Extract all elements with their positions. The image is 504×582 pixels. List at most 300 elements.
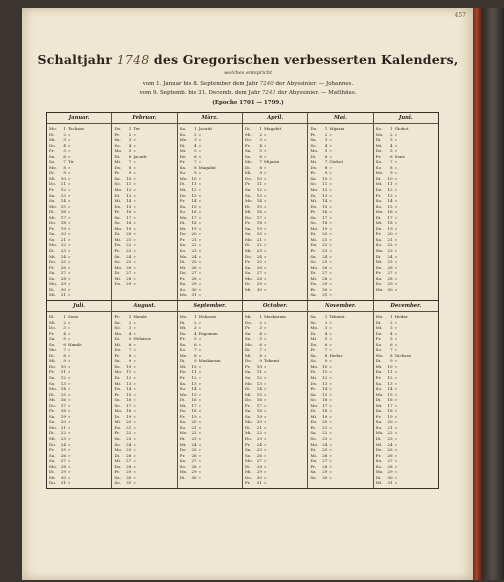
month-column: [243, 113, 308, 300]
day-number: 19: [256, 413, 262, 419]
abyssinian-entry: »: [263, 402, 267, 408]
day-number: 14: [387, 198, 393, 204]
day-number: 23: [191, 435, 197, 441]
weekday-label: Fr.: [244, 181, 251, 187]
day-number: 18: [126, 220, 132, 226]
day-number: 9: [324, 170, 328, 176]
day-number: 1: [194, 126, 197, 131]
day-number: 8: [194, 352, 197, 358]
weekday-label: Sa.: [114, 397, 121, 403]
day-number: 5: [194, 336, 197, 342]
weekday-label: Di.: [49, 209, 55, 215]
weekday-label: Fr.: [49, 187, 55, 193]
abyssinian-entry: »: [329, 336, 332, 342]
day-number: 7: [324, 159, 328, 165]
weekday-label: Fr.: [310, 209, 316, 215]
abyssinian-entry: »: [263, 397, 267, 403]
month-column: [112, 113, 177, 300]
abyssinian-entry: »: [68, 203, 71, 209]
day-number: 22: [60, 430, 66, 436]
day-number: 20: [126, 231, 132, 237]
abyssinian-entry: »: [133, 270, 136, 276]
day-row: [49, 480, 109, 486]
day-number: 23: [387, 248, 393, 254]
day-number: 19: [322, 225, 328, 231]
abyssinian-entry: »: [394, 164, 398, 170]
day-number: 6: [259, 341, 262, 347]
month-header: Juli.: [47, 301, 111, 312]
abyssinian-entry: »: [263, 386, 267, 392]
abyssinian-entry: »: [263, 347, 267, 353]
weekday-label: Di.: [114, 153, 121, 159]
weekday-label: Mi.: [114, 341, 122, 347]
abyssinian-entry: »: [198, 341, 202, 347]
day-number: 25: [256, 259, 262, 265]
day-number: 31: [60, 292, 66, 298]
weekday-label: Fr.: [179, 236, 186, 242]
abyssinian-entry: »: [329, 275, 332, 281]
day-number: 28: [126, 463, 132, 469]
day-number: 16: [256, 209, 262, 215]
weekday-label: Fr.: [244, 325, 251, 331]
weekday-label: Fr.: [49, 148, 55, 154]
day-number: 28: [126, 275, 132, 281]
day-number: 19: [256, 225, 262, 231]
weekday-label: Fr.: [49, 408, 55, 414]
day-number: 29: [60, 281, 66, 287]
weekday-label: Mo.: [114, 330, 123, 336]
abyssinian-entry: »: [329, 209, 332, 215]
day-number: 25: [126, 447, 132, 453]
weekday-label: Fr.: [179, 413, 186, 419]
weekday-label: Sa.: [179, 164, 187, 170]
weekday-label: Sa.: [244, 187, 252, 193]
weekday-label: Di.: [179, 319, 186, 325]
weekday-label: Mo.: [114, 369, 123, 375]
day-number: 24: [256, 253, 262, 259]
abyssinian-entry: »: [68, 214, 71, 220]
abyssinian-entry: »: [198, 408, 202, 414]
abyssinian-entry: »: [198, 281, 202, 287]
weekday-label: So.: [114, 259, 121, 265]
day-number: 4: [128, 142, 132, 148]
weekday-label: Mi.: [310, 198, 318, 204]
abyssinian-entry: »: [329, 386, 332, 392]
weekday-label: Mi.: [375, 181, 383, 187]
day-number: 4: [390, 142, 393, 148]
day-number: 6: [259, 153, 262, 159]
day-number: 20: [256, 231, 262, 237]
abyssinian-entry: »: [394, 480, 398, 486]
weekday-label: Fr.: [179, 198, 186, 204]
abyssinian-entry: »: [263, 458, 267, 464]
day-number: 20: [191, 419, 197, 425]
day-number: 16: [191, 397, 197, 403]
abyssinian-entry: »: [329, 447, 332, 453]
abyssinian-entry: »: [329, 430, 332, 436]
abyssinian-entry: »: [68, 369, 71, 375]
day-number: 18: [191, 408, 197, 414]
day-number: 30: [387, 474, 393, 480]
weekday-label: Di.: [310, 447, 317, 453]
abyssinian-entry: »: [394, 391, 398, 397]
abyssinian-entry: Tschass: [68, 126, 85, 131]
abyssinian-entry: »: [198, 214, 202, 220]
day-number: 13: [387, 380, 393, 386]
weekday-label: Di.: [244, 164, 251, 170]
day-number: 9: [63, 170, 66, 176]
month-column: [178, 113, 243, 300]
abyssinian-entry: »: [133, 369, 136, 375]
weekday-label: Di.: [49, 131, 55, 137]
weekday-label: So.: [244, 374, 252, 380]
day-number: 15: [60, 391, 66, 397]
day-number: 11: [387, 181, 393, 187]
day-number: 20: [60, 419, 66, 425]
day-number: 1: [390, 126, 393, 131]
day-number: 22: [387, 430, 393, 436]
weekday-label: Mo.: [114, 225, 123, 231]
day-number: 19: [60, 413, 66, 419]
weekday-label: Sa.: [375, 159, 383, 165]
weekday-label: So.: [244, 413, 252, 419]
abyssinian-entry: »: [329, 292, 332, 298]
day-number: 15: [387, 391, 393, 397]
day-number: 6: [324, 153, 328, 159]
abyssinian-entry: »: [394, 347, 398, 353]
abyssinian-entry: »: [68, 386, 71, 392]
day-number: 6: [194, 341, 197, 347]
weekday-label: Sa.: [375, 419, 383, 425]
weekday-label: Do.: [114, 126, 122, 131]
day-number: 6: [390, 153, 393, 159]
abyssinian-entry: »: [329, 198, 332, 204]
abyssinian-entry: »: [329, 175, 332, 181]
abyssinian-entry: »: [198, 203, 202, 209]
abyssinian-entry: »: [263, 319, 267, 325]
abyssinian-entry: »: [133, 469, 136, 475]
day-number: 5: [63, 336, 66, 342]
day-number: 10: [322, 363, 328, 369]
day-number: 29: [126, 469, 132, 475]
weekday-label: Di.: [49, 313, 55, 319]
abyssinian-entry: »: [263, 430, 267, 436]
weekday-label: Di.: [179, 435, 186, 441]
day-number: 8: [259, 164, 262, 170]
weekday-label: Do.: [49, 325, 56, 331]
abyssinian-entry: »: [329, 325, 332, 331]
weekday-label: Sa.: [310, 253, 317, 259]
day-number: 22: [256, 430, 262, 436]
day-number: 6: [324, 341, 328, 347]
abyssinian-entry: »: [394, 137, 398, 143]
day-number: 13: [60, 380, 66, 386]
abyssinian-entry: »: [198, 402, 202, 408]
month-column: [243, 301, 308, 488]
weekday-label: So.: [244, 270, 252, 276]
day-number: 13: [322, 192, 328, 198]
weekday-label: So.: [114, 220, 121, 226]
day-number: 8: [128, 352, 132, 358]
abyssinian-entry: »: [133, 430, 136, 436]
day-number: 17: [256, 402, 262, 408]
abyssinian-entry: »: [68, 330, 71, 336]
abyssinian-entry: »: [198, 458, 202, 464]
weekday-label: Mi.: [375, 402, 383, 408]
weekday-label: Mo.: [49, 386, 57, 392]
day-number: 21: [387, 236, 393, 242]
day-number: 27: [60, 458, 66, 464]
day-number: 7: [194, 159, 197, 165]
weekday-label: Mo.: [179, 430, 188, 436]
abyssinian-entry: »: [133, 253, 136, 259]
day-number: 26: [191, 264, 197, 270]
day-number: 30: [60, 286, 66, 292]
day-number: 19: [60, 225, 66, 231]
weekday-label: Sa.: [310, 469, 317, 475]
day-number: 26: [60, 452, 66, 458]
day-number: 10: [387, 175, 393, 181]
abyssinian-entry: »: [133, 192, 136, 198]
day-number: 29: [322, 469, 328, 475]
abyssinian-entry: »: [394, 242, 398, 248]
abyssinian-entry: Maskaram: [198, 358, 221, 364]
abyssinian-entry: »: [68, 441, 71, 447]
abyssinian-entry: »: [329, 330, 332, 336]
weekday-label: Do.: [375, 447, 383, 453]
abyssinian-entry: »: [329, 419, 332, 425]
abyssinian-entry: »: [329, 220, 332, 226]
book-spine-dark: [482, 8, 504, 580]
weekday-label: Do.: [310, 242, 318, 248]
day-number: 27: [256, 458, 262, 464]
day-number: 7: [128, 347, 132, 353]
abyssinian-entry: »: [198, 159, 202, 165]
day-number: 16: [387, 209, 393, 215]
abyssinian-entry: »: [198, 325, 202, 331]
weekday-label: Mo.: [375, 352, 384, 358]
day-number: 12: [387, 374, 393, 380]
abyssinian-entry: »: [263, 374, 267, 380]
day-number: 28: [60, 463, 66, 469]
day-number: 27: [126, 458, 132, 464]
weekday-label: Do.: [310, 126, 318, 131]
weekday-label: Fr.: [114, 352, 120, 358]
day-number: 9: [63, 358, 66, 364]
weekday-label: Di.: [310, 153, 317, 159]
day-number: 28: [387, 463, 393, 469]
weekday-label: Di.: [375, 319, 382, 325]
line1-text-b: der Abyssinier. — Johannes.: [275, 81, 354, 87]
day-number: 19: [126, 225, 132, 231]
day-number: 6: [63, 153, 66, 159]
weekday-label: Mo.: [179, 352, 188, 358]
day-number: 4: [390, 330, 393, 336]
weekday-label: Do.: [49, 142, 56, 148]
day-number: 6: [128, 153, 132, 159]
abyssinian-entry: »: [394, 469, 398, 475]
abyssinian-entry: »: [329, 264, 332, 270]
weekday-label: Fr.: [114, 209, 120, 215]
day-number: 9: [259, 358, 262, 364]
weekday-label: Fr.: [179, 159, 186, 165]
abyssinian-entry: »: [329, 319, 332, 325]
abyssinian-entry: »: [133, 159, 136, 165]
abyssinian-entry: »: [133, 275, 136, 281]
abyssinian-entry: »: [263, 413, 267, 419]
weekday-label: Di.: [179, 220, 186, 226]
abyssinian-entry: »: [263, 330, 267, 336]
day-number: 17: [191, 402, 197, 408]
weekday-label: Do.: [179, 369, 187, 375]
abyssinian-entry: »: [198, 363, 202, 369]
subtitle: welches entspricht: [224, 70, 272, 76]
weekday-label: Fr.: [114, 430, 120, 436]
weekday-label: Mo.: [49, 126, 57, 131]
weekday-label: Di.: [244, 463, 251, 469]
day-number: 25: [126, 259, 132, 265]
weekday-label: Fr.: [49, 447, 55, 453]
abyssinian-entry: »: [68, 281, 71, 287]
weekday-label: Fr.: [114, 131, 120, 137]
abyssinian-entry: »: [329, 259, 332, 265]
weekday-label: Mi.: [114, 198, 122, 204]
weekday-label: Di.: [114, 192, 121, 198]
day-number: 19: [191, 413, 197, 419]
weekday-label: Mo.: [375, 286, 384, 292]
weekday-label: Sa.: [114, 253, 121, 259]
weekday-label: Mo.: [310, 264, 319, 270]
day-number: 8: [194, 164, 197, 170]
weekday-label: Di.: [114, 374, 121, 380]
day-number: 23: [126, 248, 132, 254]
weekday-label: Do.: [310, 458, 318, 464]
abyssinian-entry: »: [394, 358, 398, 364]
weekday-label: Mi.: [49, 319, 56, 325]
weekday-label: Sa.: [114, 175, 121, 181]
day-number: 13: [191, 192, 197, 198]
abyssinian-entry: »: [263, 281, 267, 287]
abyssinian-entry: »: [198, 192, 202, 198]
day-number: 5: [128, 336, 132, 342]
weekday-label: Sa.: [49, 452, 56, 458]
abyssinian-entry: »: [394, 402, 398, 408]
day-number: 21: [256, 424, 262, 430]
weekday-label: Fr.: [114, 170, 120, 176]
weekday-label: Do.: [310, 164, 318, 170]
day-number: 10: [256, 175, 262, 181]
day-number: 11: [126, 369, 132, 375]
day-number: 24: [387, 253, 393, 259]
day-number: 7: [259, 347, 262, 353]
weekday-label: Sa.: [310, 313, 317, 319]
weekday-label: Do.: [375, 264, 383, 270]
weekday-label: Mi.: [375, 142, 383, 148]
day-number: 10: [191, 363, 197, 369]
abyssinian-entry: Sene: [394, 153, 405, 159]
day-number: 14: [322, 386, 328, 392]
day-number: 12: [126, 187, 132, 193]
day-number: 25: [322, 447, 328, 453]
abyssinian-entry: »: [394, 275, 398, 281]
abyssinian-entry: »: [263, 380, 267, 386]
month-header: Februar.: [112, 113, 176, 124]
abyssinian-entry: »: [394, 270, 398, 276]
abyssinian-entry: »: [133, 419, 136, 425]
abyssinian-entry: »: [329, 270, 332, 276]
abyssinian-entry: »: [198, 447, 202, 453]
weekday-label: Do.: [310, 380, 318, 386]
abyssinian-entry: »: [263, 175, 267, 181]
abyssinian-entry: »: [394, 159, 398, 165]
day-number: 17: [191, 214, 197, 220]
month-header: Januar.: [47, 113, 111, 124]
day-number: 27: [256, 270, 262, 276]
weekday-label: Fr.: [375, 452, 382, 458]
weekday-label: Di.: [49, 248, 55, 254]
abyssinian-entry: »: [133, 408, 136, 414]
weekday-label: Fr.: [179, 374, 186, 380]
day-number: 30: [60, 474, 66, 480]
day-number: 30: [256, 286, 262, 292]
weekday-label: Di.: [49, 286, 55, 292]
abyssinian-entry: »: [198, 225, 202, 231]
month-header: April.: [243, 113, 307, 124]
abyssinian-entry: »: [133, 231, 136, 237]
day-number: 13: [256, 380, 262, 386]
day-number: 28: [191, 463, 197, 469]
day-number: 26: [191, 452, 197, 458]
month-column: [112, 301, 177, 488]
abyssinian-entry: »: [198, 248, 202, 254]
abyssinian-entry: »: [263, 369, 267, 375]
weekday-label: Mi.: [49, 358, 56, 364]
day-number: 12: [126, 374, 132, 380]
folio-number: 457: [454, 12, 466, 19]
weekday-label: So.: [179, 347, 187, 353]
day-number: 26: [322, 264, 328, 270]
weekday-label: Do.: [244, 397, 252, 403]
day-number: 10: [387, 363, 393, 369]
weekday-label: So.: [244, 153, 252, 159]
epoch-label: (Epoche 1701 — 1799.): [212, 100, 284, 106]
day-number: 20: [256, 419, 262, 425]
day-number: 24: [191, 253, 197, 259]
day-number: 12: [256, 187, 262, 193]
weekday-label: So.: [310, 220, 317, 226]
day-number: 23: [256, 435, 262, 441]
day-number: 14: [60, 386, 66, 392]
weekday-label: Do.: [114, 281, 122, 287]
abyssinian-entry: »: [394, 341, 398, 347]
abyssinian-entry: »: [329, 363, 332, 369]
weekday-label: So.: [114, 480, 121, 486]
abyssinian-entry: »: [68, 175, 71, 181]
day-number: 14: [256, 198, 262, 204]
weekday-label: Fr.: [244, 480, 251, 486]
weekday-label: So.: [375, 126, 383, 131]
weekday-label: So.: [179, 131, 187, 137]
abyssinian-entry: »: [394, 419, 398, 425]
day-number: 2: [259, 131, 262, 137]
abyssinian-entry: »: [68, 192, 71, 198]
abyssinian-entry: »: [68, 181, 71, 187]
weekday-label: Fr.: [375, 192, 382, 198]
abyssinian-entry: »: [68, 286, 71, 292]
weekday-label: Do.: [49, 220, 56, 226]
weekday-label: Fr.: [179, 336, 186, 342]
weekday-label: Mo.: [244, 236, 253, 242]
